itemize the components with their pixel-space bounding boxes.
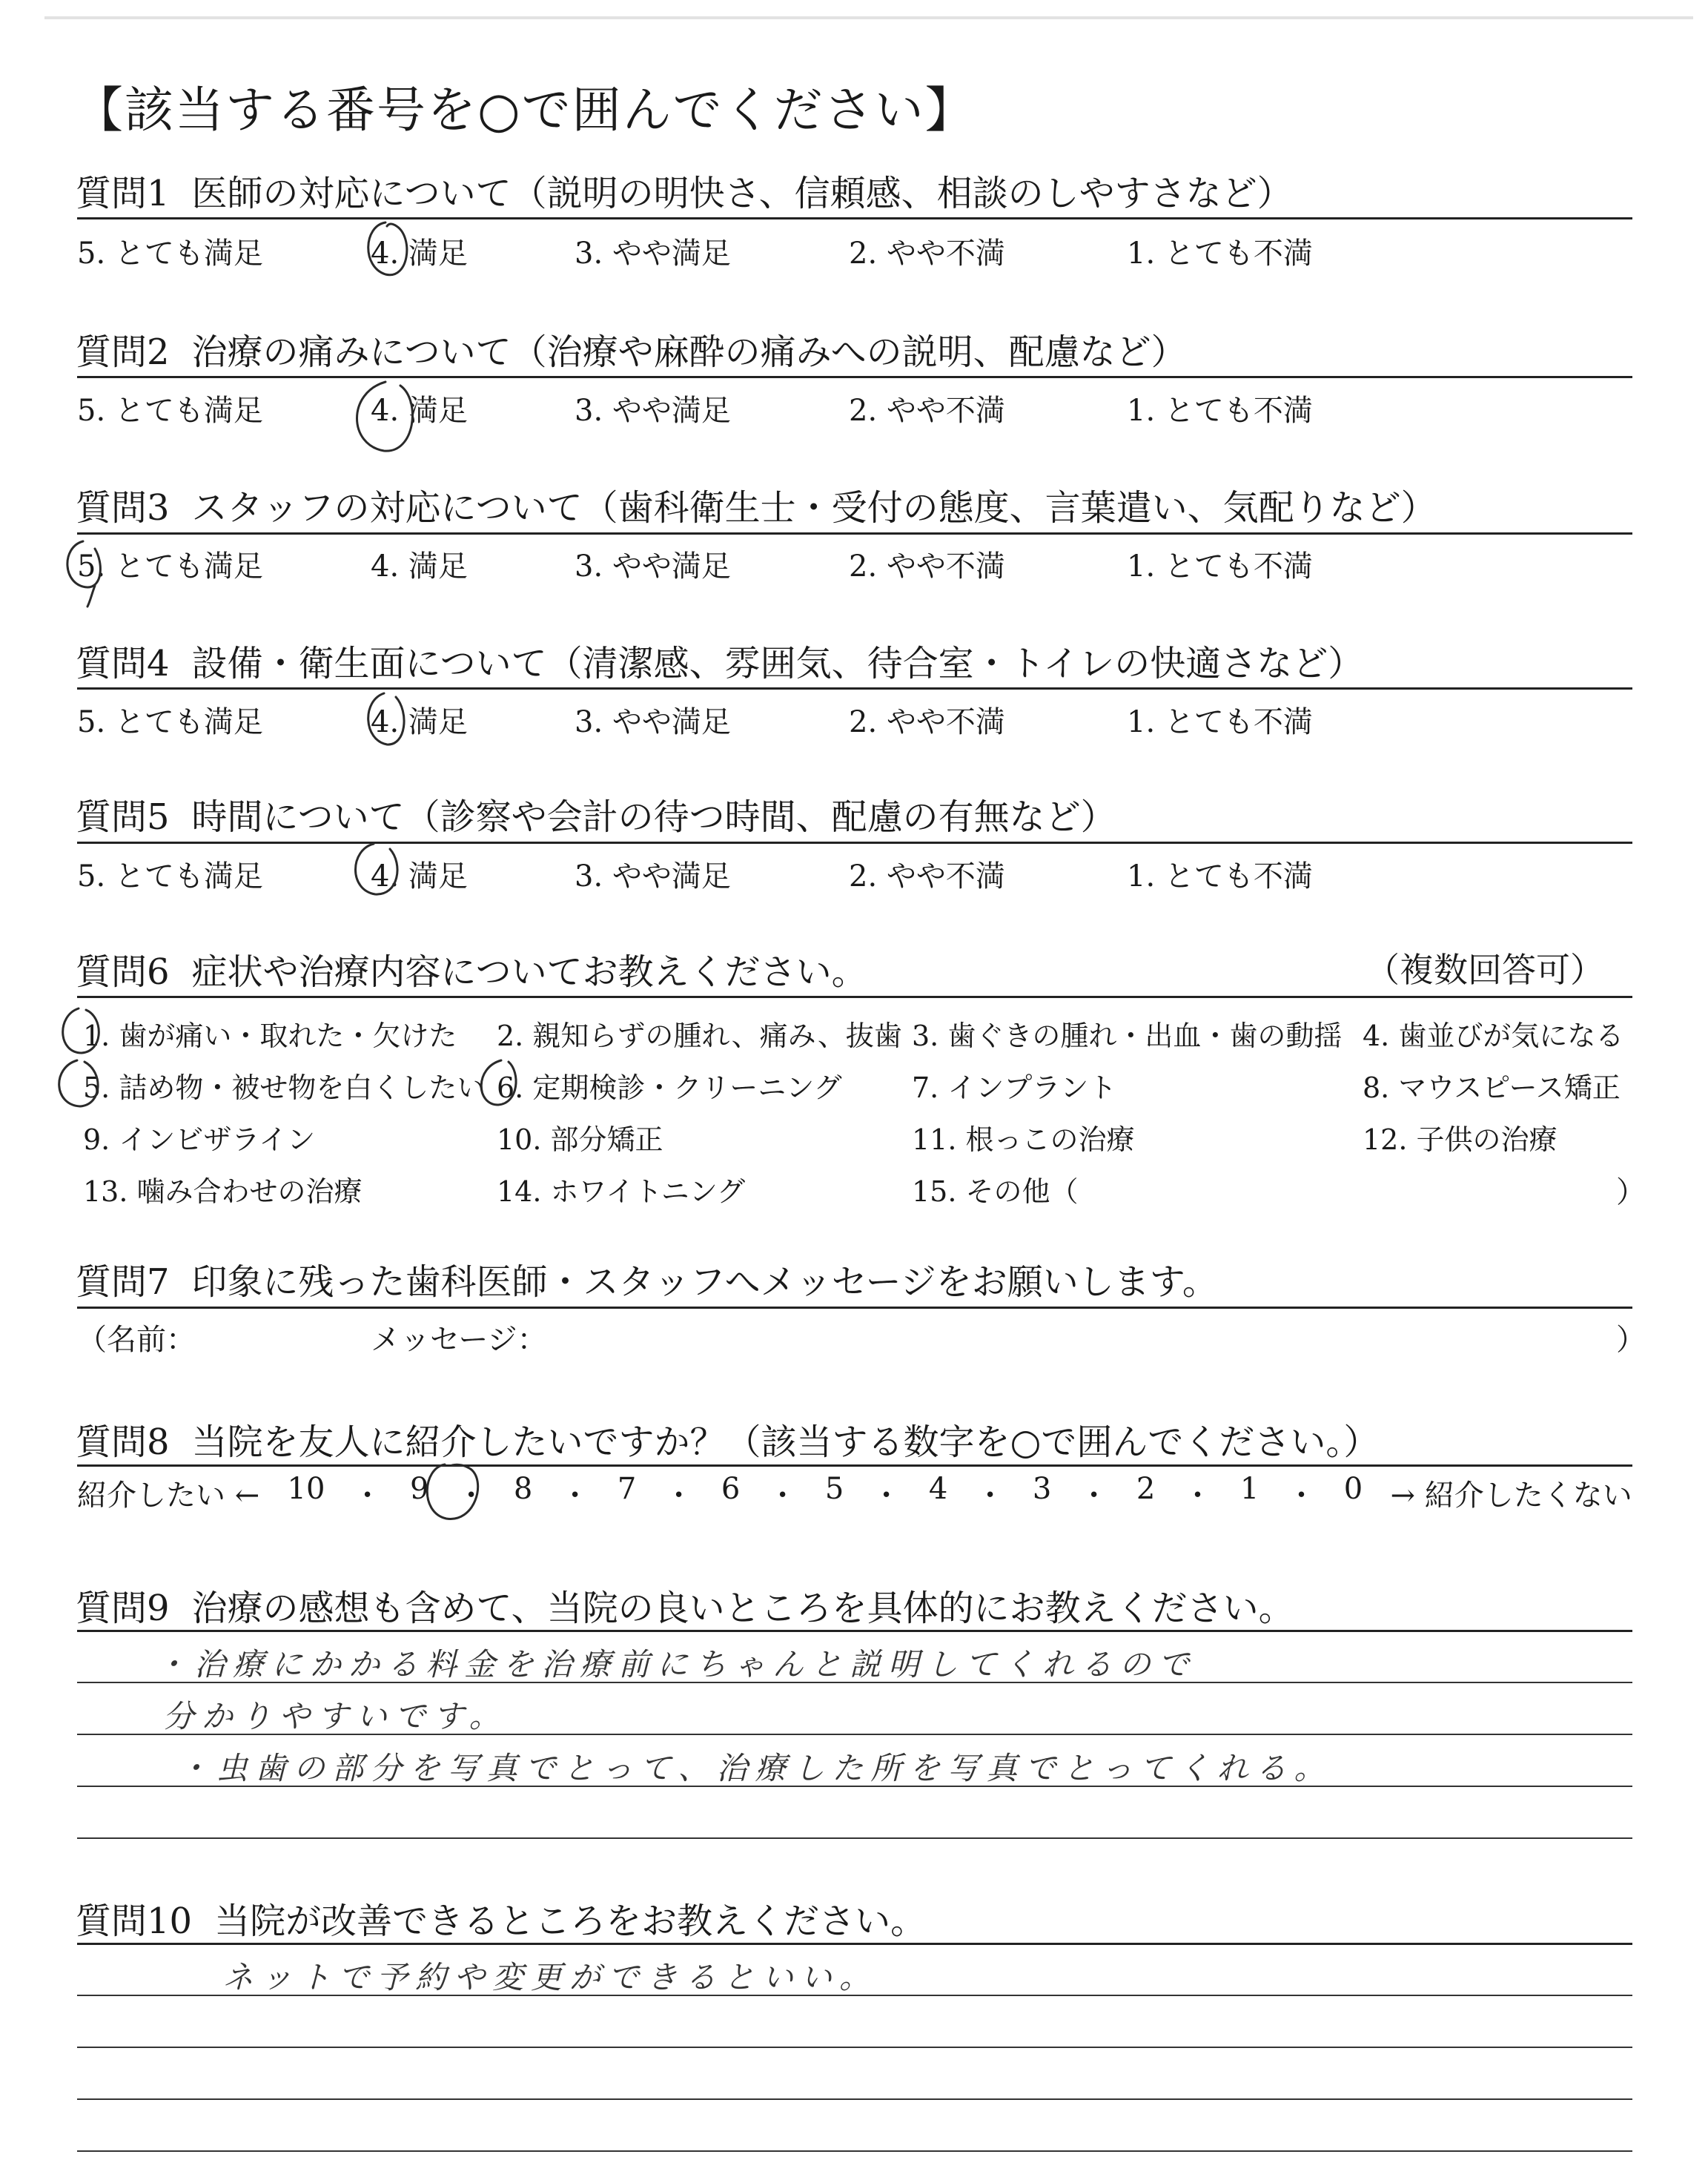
q7-message-label: メッセージ： xyxy=(371,1323,547,1357)
page-title: 【該当する番号を○で囲んでください】 xyxy=(74,82,976,139)
q5-rating-5[interactable]: 5. とても満足 xyxy=(77,859,263,894)
q6-option-15[interactable]: 15. その他（ xyxy=(912,1175,1079,1208)
question-1-title: 質問1 医師の対応について（説明の明快さ、信頼感、相談のしやすさなど） xyxy=(76,173,1293,214)
scale-dot: ・ xyxy=(560,1479,590,1513)
question-7-title: 質問7 印象に残った歯科医師・スタッフへメッセージをお願いします。 xyxy=(76,1261,1218,1303)
question-6-title: 質問6 症状や治療内容についてお教えください。 xyxy=(76,951,867,993)
scale-dot: ・ xyxy=(663,1479,694,1513)
question-8-rule xyxy=(77,1464,1632,1467)
question-7-rule xyxy=(77,1307,1632,1309)
q5-rating-2[interactable]: 2. やや不満 xyxy=(849,859,1005,894)
q6-option-11[interactable]: 11. 根っこの治療 xyxy=(912,1123,1135,1156)
q2-rating-5[interactable]: 5. とても満足 xyxy=(77,394,263,428)
scale-dot: ・ xyxy=(767,1479,798,1513)
q6-option-10[interactable]: 10. 部分矯正 xyxy=(497,1123,663,1156)
q6-option-8[interactable]: 8. マウスピース矯正 xyxy=(1363,1071,1621,1104)
q1-rating-1[interactable]: 1. とても不満 xyxy=(1127,237,1313,271)
question-3-title: 質問3 スタッフの対応について（歯科衛生士・受付の態度、言葉遣い、気配りなど） xyxy=(76,487,1437,529)
q3-rating-5[interactable]: 5. とても満足 xyxy=(77,549,263,584)
q10-answer-line-1: ネットで予約や変更ができるといい。 xyxy=(222,1959,878,1995)
scale-dot: ・ xyxy=(975,1479,1005,1513)
q6-option-13[interactable]: 13. 噛み合わせの治療 xyxy=(83,1175,363,1208)
q6-option-7[interactable]: 7. インプラント xyxy=(912,1071,1117,1104)
q3-rating-3[interactable]: 3. やや満足 xyxy=(575,549,731,584)
q6-option-6[interactable]: 6. 定期検診・クリーニング xyxy=(497,1071,842,1104)
q1-rating-4[interactable]: 4. 満足 xyxy=(371,237,468,271)
scale-dot: ・ xyxy=(456,1479,486,1513)
scale-3[interactable]: 3 xyxy=(1032,1472,1052,1506)
scale-1[interactable]: 1 xyxy=(1239,1472,1260,1506)
q5-rating-4[interactable]: 4. 満足 xyxy=(371,859,468,894)
question-6-rule xyxy=(77,996,1632,998)
q4-rating-1[interactable]: 1. とても不満 xyxy=(1127,705,1313,739)
multiple-answers-note: （複数回答可） xyxy=(1366,950,1604,990)
answer-line xyxy=(77,1837,1632,1839)
q7-name-label: （名前： xyxy=(77,1323,196,1357)
q6-option-14[interactable]: 14. ホワイトニング xyxy=(497,1175,746,1208)
q1-rating-2[interactable]: 2. やや不満 xyxy=(849,237,1005,271)
q6-option-4[interactable]: 4. 歯並びが気になる xyxy=(1363,1020,1624,1052)
q4-rating-5[interactable]: 5. とても満足 xyxy=(77,705,263,739)
question-5-title: 質問5 時間について（診察や会計の待つ時間、配慮の有無など） xyxy=(76,796,1116,838)
question-10-rule xyxy=(77,1943,1632,1945)
scale-dot: ・ xyxy=(352,1479,383,1513)
q4-rating-2[interactable]: 2. やや不満 xyxy=(849,705,1005,739)
q5-rating-3[interactable]: 3. やや満足 xyxy=(575,859,731,894)
scale-dot: ・ xyxy=(1286,1479,1317,1513)
q5-rating-1[interactable]: 1. とても不満 xyxy=(1127,859,1313,894)
question-8-title: 質問8 当院を友人に紹介したいですか？（該当する数字を○で囲んでください。） xyxy=(76,1421,1380,1463)
scale-5[interactable]: 5 xyxy=(824,1472,844,1506)
scale-0[interactable]: 0 xyxy=(1343,1472,1363,1506)
scale-dot: ・ xyxy=(1079,1479,1109,1513)
page-top-border xyxy=(44,16,1693,19)
question-5-rule xyxy=(77,842,1632,844)
scale-10[interactable]: 10 xyxy=(287,1472,325,1506)
scale-6[interactable]: 6 xyxy=(721,1472,741,1506)
q3-rating-1[interactable]: 1. とても不満 xyxy=(1127,549,1313,584)
q9-answer-line-1: ・治療にかかる料金を治療前にちゃんと説明してくれるので xyxy=(156,1646,1197,1682)
q7-close-paren: ） xyxy=(1616,1323,1646,1357)
scale-4[interactable]: 4 xyxy=(928,1472,948,1506)
q6-option-5[interactable]: 5. 詰め物・被せ物を白くしたい xyxy=(83,1071,486,1104)
answer-line xyxy=(77,2150,1632,2152)
question-3-rule xyxy=(77,532,1632,535)
q2-rating-3[interactable]: 3. やや満足 xyxy=(575,394,731,428)
q6-other-close-paren: ） xyxy=(1616,1175,1646,1209)
q9-answer-line-3: ・虫歯の部分を写真でとって、治療した所を写真でとってくれる。 xyxy=(178,1750,1333,1786)
q6-option-3[interactable]: 3. 歯ぐきの腫れ・出血・歯の動揺 xyxy=(912,1020,1343,1052)
q1-rating-3[interactable]: 3. やや満足 xyxy=(575,237,731,271)
q2-rating-4[interactable]: 4. 満足 xyxy=(371,394,468,428)
question-9-rule xyxy=(77,1630,1632,1632)
q6-option-1[interactable]: 1. 歯が痛い・取れた・欠けた xyxy=(83,1020,457,1052)
q2-rating-2[interactable]: 2. やや不満 xyxy=(849,394,1005,428)
q3-rating-2[interactable]: 2. やや不満 xyxy=(849,549,1005,584)
question-4-title: 質問4 設備・衛生面について（清潔感、雰囲気、待合室・トイレの快適さなど） xyxy=(76,643,1364,684)
question-1-rule xyxy=(77,217,1632,219)
answer-line xyxy=(77,2047,1632,2048)
recommendation-scale xyxy=(77,1472,1632,1514)
scale-dot: ・ xyxy=(871,1479,901,1513)
question-4-rule xyxy=(77,687,1632,690)
scale-dot: ・ xyxy=(1182,1479,1213,1513)
question-2-rule xyxy=(77,376,1632,378)
q6-option-9[interactable]: 9. インビザライン xyxy=(83,1123,316,1156)
q1-rating-5[interactable]: 5. とても満足 xyxy=(77,237,263,271)
answer-line xyxy=(77,2098,1632,2100)
q9-answer-line-2: 分かりやすいです。 xyxy=(163,1698,508,1734)
q4-rating-4[interactable]: 4. 満足 xyxy=(371,705,468,739)
question-2-title: 質問2 治療の痛みについて（治療や麻酔の痛みへの説明、配慮など） xyxy=(76,331,1187,373)
scale-left-label: 紹介したい ← xyxy=(77,1479,260,1513)
scale-2[interactable]: 2 xyxy=(1136,1472,1156,1506)
question-9-title: 質問9 治療の感想も含めて、当院の良いところを具体的にお教えください。 xyxy=(76,1588,1294,1629)
q6-option-2[interactable]: 2. 親知らずの腫れ、痛み、抜歯 xyxy=(497,1020,902,1052)
question-10-title: 質問10 当院が改善できるところをお教えください。 xyxy=(76,1900,927,1942)
q3-rating-4[interactable]: 4. 満足 xyxy=(371,549,468,584)
scale-8[interactable]: 8 xyxy=(513,1472,533,1506)
q2-rating-1[interactable]: 1. とても不満 xyxy=(1127,394,1313,428)
q6-option-12[interactable]: 12. 子供の治療 xyxy=(1363,1123,1558,1156)
scale-right-label: → 紹介したくない xyxy=(1390,1479,1632,1513)
q4-rating-3[interactable]: 3. やや満足 xyxy=(575,705,731,739)
scale-9[interactable]: 9 xyxy=(409,1472,429,1506)
scale-7[interactable]: 7 xyxy=(617,1472,637,1506)
